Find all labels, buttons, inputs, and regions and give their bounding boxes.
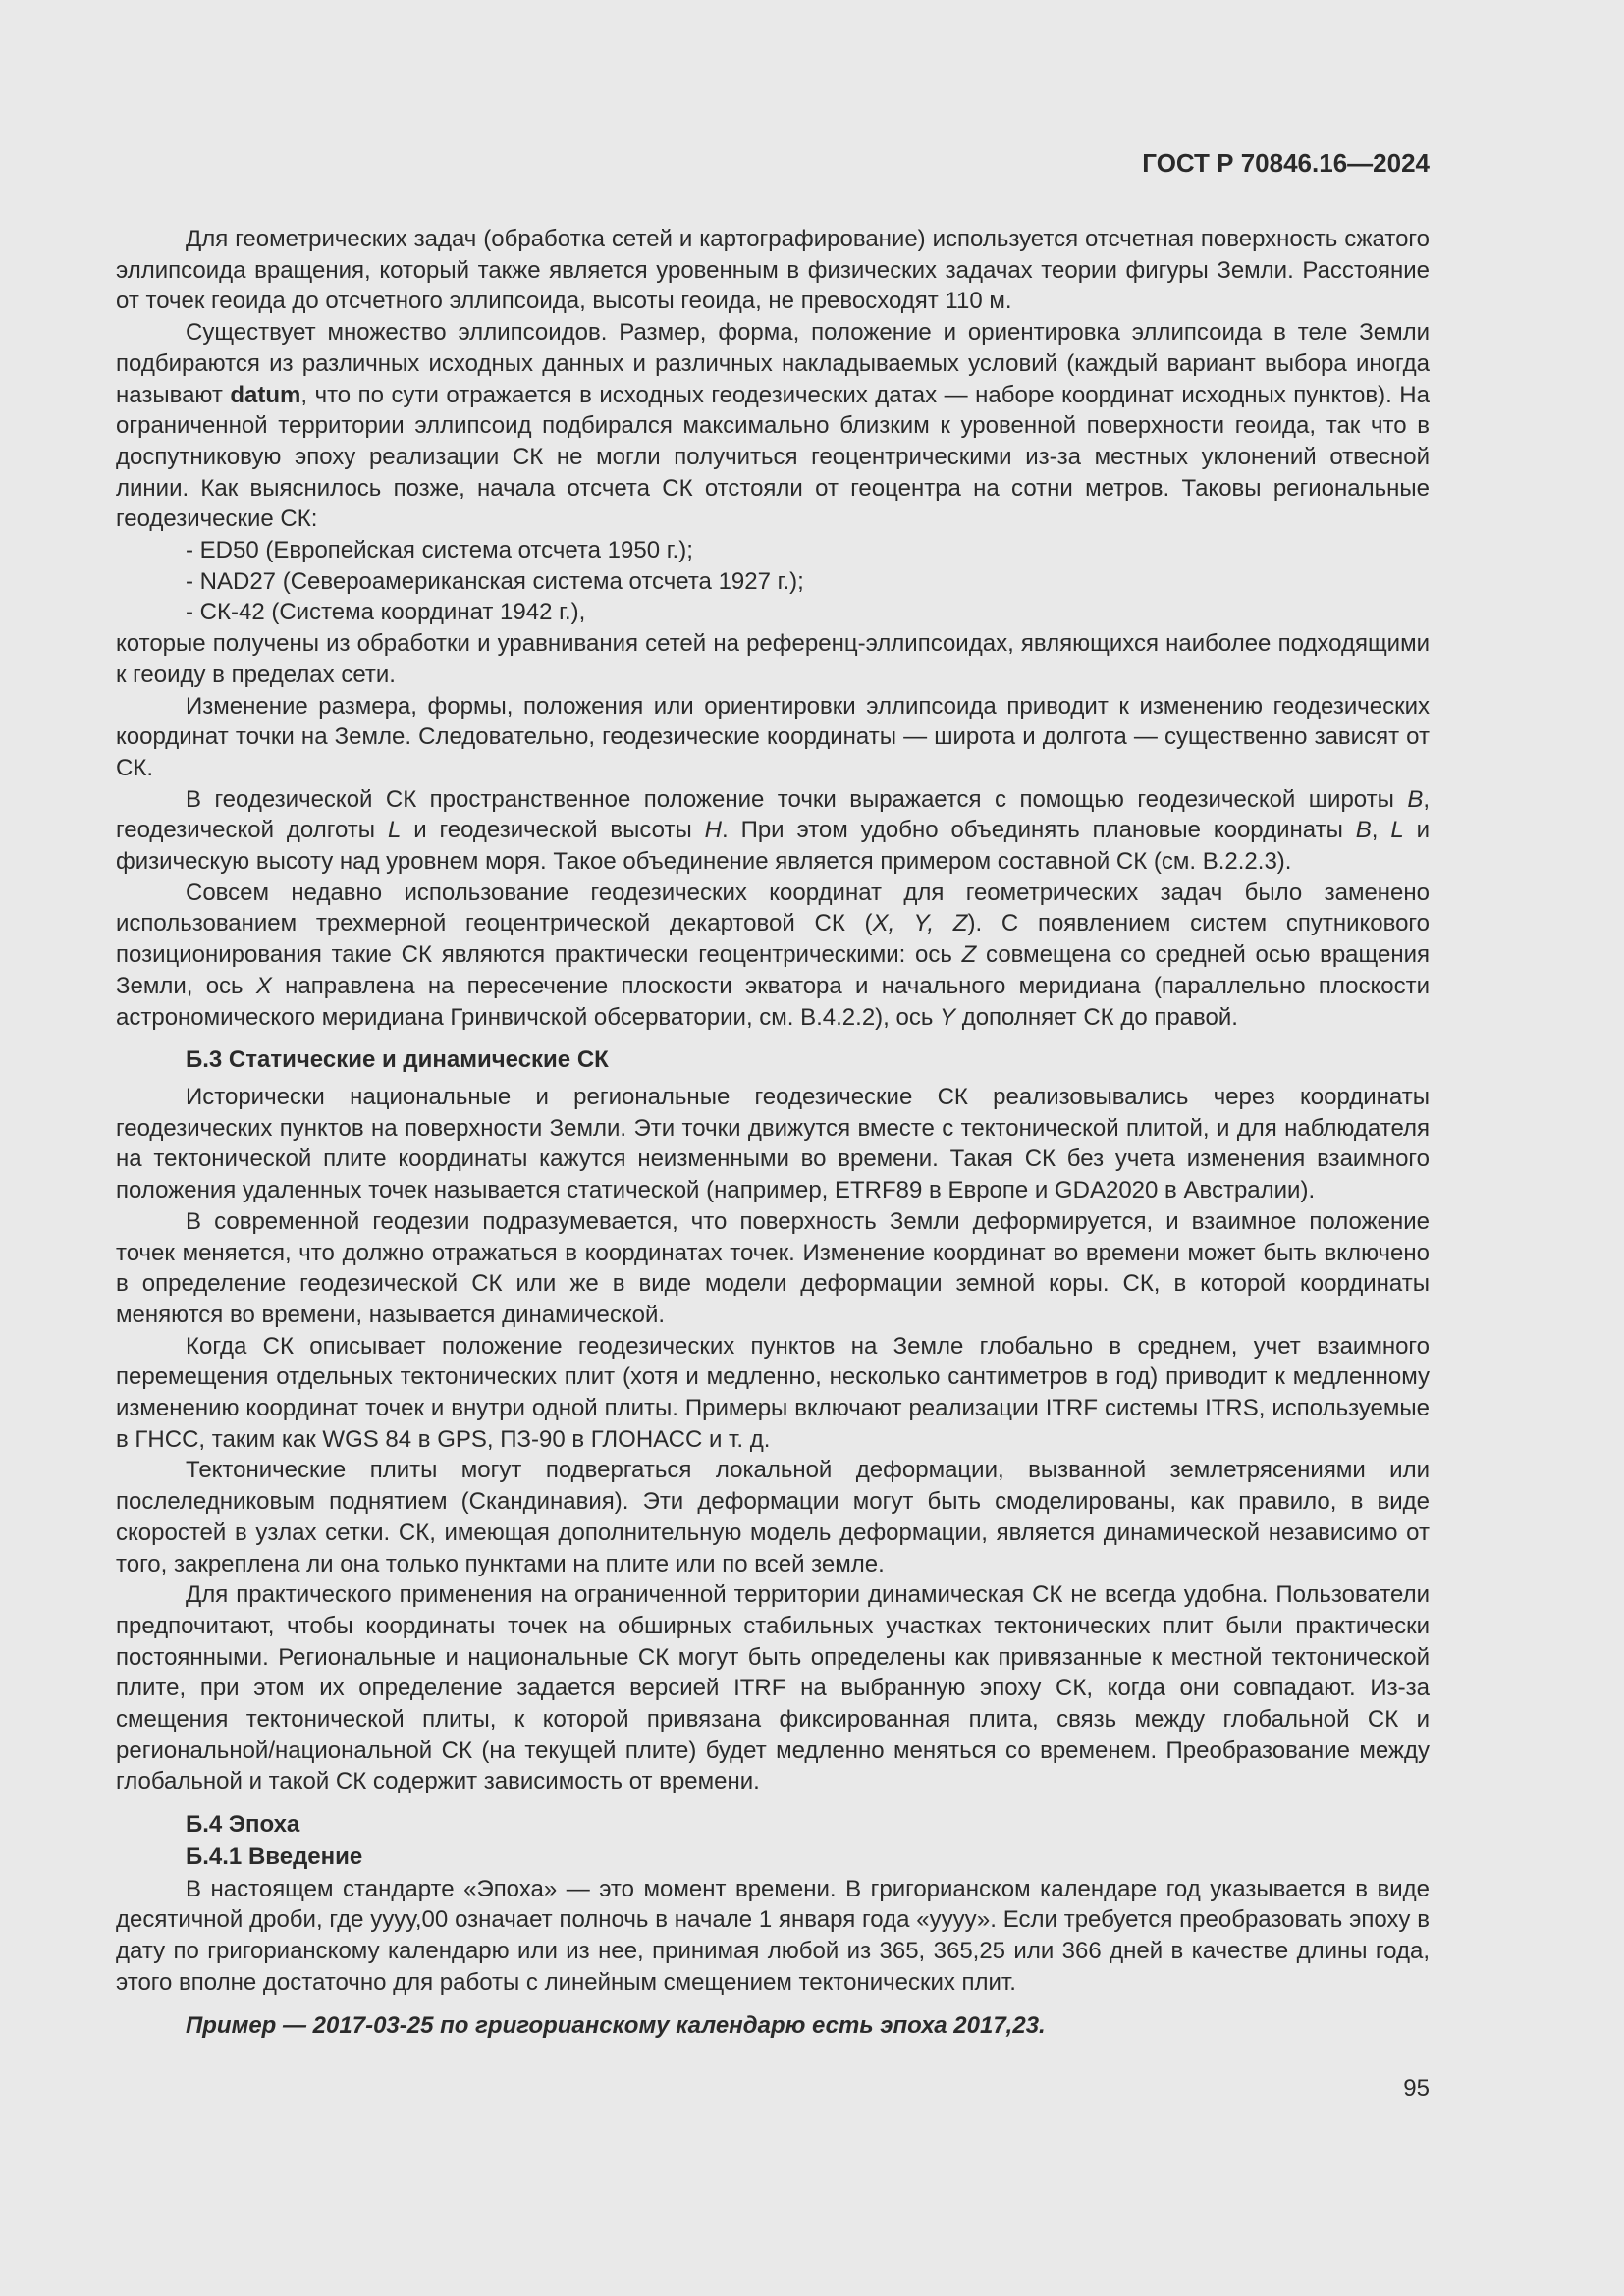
section-heading: Б.4 Эпоха	[186, 1811, 300, 1839]
paragraph: Изменение размера, формы, положения или ориентировки эллипсоида приводит к изменению геодезических координат точки на Земле. Следовательно, геодезические координаты — широта и долгота — существенно зависят от СК.	[116, 692, 1430, 781]
list-item: - ED50 (Европейская система отсчета 1950 г.);	[186, 537, 693, 564]
document-id-header: ГОСТ Р 70846.16—2024	[1142, 148, 1430, 178]
paragraph: Для практического применения на ограниченной территории динамическая СК не всегда удобна. Пользователи предпочитают, чтобы координаты точек на обширных стабильных участках тектонических плит были практически постоянными. Региональные и национальные СК могут быть определены как привязанные к местной тектонической плите, при этом их определение задается версией ITRF на выбранную эпоху СК, когда они совпадают. Из-за смещения тектонической плиты, к которой привязана фиксированная плита, связь между глобальной СК и региональной/национальной СК (на текущей плите) будет медленно меняться со временем. Преобразование между глобальной и такой СК содержит зависимость от времени.	[116, 1581, 1430, 1795]
section-heading: Б.4.1 Введение	[186, 1842, 363, 1870]
paragraph: Тектонические плиты могут подвергаться локальной деформации, вызванной землетрясениями или послеледниковым поднятием (Скандинавия). Эти деформации могут быть смоделированы, как правило, в виде скоростей в узлах сетки. СК, имеющая дополнительную модель деформации, является динамической независимо от того, закреплена ли она только пунктами на плите или по всей земле.	[116, 1457, 1430, 1577]
page-number: 95	[1403, 2075, 1430, 2102]
paragraph: В геодезической СК пространственное положение точки выражается с помощью геодезической широты B, геодезической долготы L и геодезической высоты H. При этом удобно объединять плановые координаты B, L и физическую высоту над уровнем моря. Такое объединение является примером составной СК (см. В.2.2.3).	[116, 785, 1430, 876]
list-item: - СК-42 (Система координат 1942 г.),	[186, 599, 586, 626]
section-heading: Б.3 Статические и динамические СК	[186, 1046, 609, 1074]
paragraph: В современной геодезии подразумевается, что поверхность Земли деформируется, и взаимное положение точек меняется, что должно отражаться в координатах точек. Изменение координат во времени может быть включено в определение геодезической СК или же в виде модели деформации земной коры. СК, в которой координаты меняются во времени, называется динамической.	[116, 1207, 1430, 1328]
paragraph: Существует множество эллипсоидов. Размер, форма, положение и ориентировка эллипсоида в теле Земли подбираются из различных исходных данных и различных накладываемых условий (каждый вариант выбора иногда называют datum, что по сути отражается в исходных геодезических датах — наборе координат исходных пунктов). На ограниченной территории эллипсоид подбирался максимально близким к уровенной поверхности геоида, так что в доспутниковую эпоху реализации СК не могли получиться геоцентрическими из-за местных уклонений отвесной линии. Как выяснилось позже, начала отсчета СК отстояли от геоцентра на сотни метров. Таковы региональные геодезические СК:	[116, 319, 1430, 533]
paragraph: Совсем недавно использование геодезических координат для геометрических задач было заменено использованием трехмерной геоцентрической декартовой СК (X, Y, Z). С появлением систем спутникового позиционирования такие СК являются практически геоцентрическими: ось Z совмещена со средней осью вращения Земли, ось X направлена на пересечение плоскости экватора и начального меридиана (параллельно плоскости астрономического меридиана Гринвичской обсерватории, см. В.4.2.2), ось Y дополняет СК до правой.	[116, 879, 1431, 1031]
list-item: - NAD27 (Североамериканская система отсчета 1927 г.);	[186, 567, 804, 595]
paragraph: Для геометрических задач (обработка сетей и картографирование) используется отсчетная поверхность сжатого эллипсоида вращения, который также является уровенным в физических задачах теории фигуры Земли. Расстояние от точек геоида до отсчетного эллипсоида, высоты геоида, не превосходят 110 м.	[116, 226, 1430, 315]
paragraph: которые получены из обработки и уравнивания сетей на референц-эллипсоидах, являющихся наиболее подходящими к геоиду в пределах сети.	[116, 630, 1430, 688]
paragraph: Исторически национальные и региональные геодезические СК реализовывались через координаты геодезических пунктов на поверхности Земли. Эти точки движутся вместе с тектонической плитой, и для наблюдателя на тектонической плите координаты кажутся неизменными во времени. Такая СК без учета изменения взаимного положения удаленных точек называется статической (например, ETRF89 в Европе и GDA2020 в Австралии).	[116, 1083, 1430, 1204]
paragraph: Когда СК описывает положение геодезических пунктов на Земле глобально в среднем, учет взаимного перемещения отдельных тектонических плит (хотя и медленно, несколько сантиметров в год) приводит к медленному изменению координат точек и внутри одной плиты. Примеры включают реализации ITRF системы ITRS, используемые в ГНСС, таким как WGS 84 в GPS, ПЗ-90 в ГЛОНАСС и т. д.	[116, 1332, 1430, 1453]
page-body	[116, 224, 1430, 2042]
example-note: Пример — 2017-03-25 по григорианскому календарю есть эпоха 2017,23.	[186, 2012, 1046, 2040]
paragraph: В настоящем стандарте «Эпоха» — это момент времени. В григорианском календаре год указывается в виде десятичной дроби, где уууу,00 означает полночь в начале 1 января года «уууу». Если требуется преобразовать эпоху в дату по григорианскому календарю или из нее, принимая любой из 365, 365,25 или 366 дней в качестве длины года, этого вполне достаточно для работы с линейным смещением тектонических плит.	[116, 1875, 1430, 1996]
